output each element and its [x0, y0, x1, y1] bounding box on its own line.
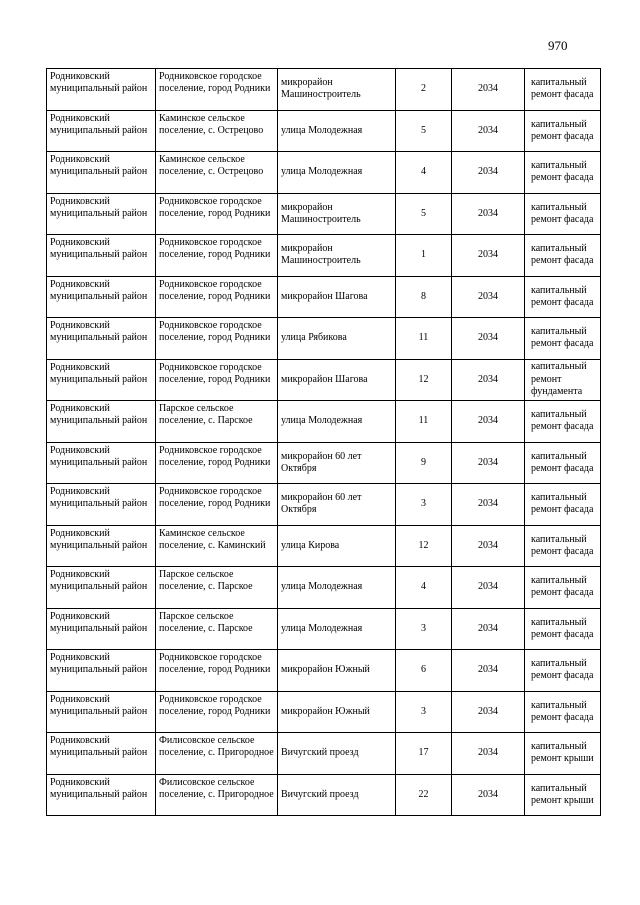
cell-work: капитальный ремонт фасада	[525, 525, 601, 567]
cell-district: Родниковский муниципальный район	[47, 401, 156, 443]
cell-settlement: Родниковское городское поселение, город Родники	[156, 359, 278, 401]
cell-work: капитальный ремонт фасада	[525, 235, 601, 277]
cell-house: 4	[396, 152, 452, 194]
table-row	[47, 110, 601, 152]
cell-street: микрорайон Шагова	[278, 359, 396, 401]
cell-settlement: Парское сельское поселение, с. Парское	[156, 401, 278, 443]
cell-work: капитальный ремонт фасада	[525, 318, 601, 360]
table-row	[47, 691, 601, 733]
cell-house: 11	[396, 318, 452, 360]
cell-work: капитальный ремонт крыши	[525, 774, 601, 816]
cell-settlement: Родниковское городское поселение, город Родники	[156, 193, 278, 235]
cell-house: 9	[396, 442, 452, 484]
cell-street: микрорайон Машиностроитель	[278, 235, 396, 277]
repair-registry-table	[46, 68, 601, 816]
table-row	[47, 442, 601, 484]
cell-district: Родниковский муниципальный район	[47, 567, 156, 609]
table-row	[47, 193, 601, 235]
cell-district: Родниковский муниципальный район	[47, 608, 156, 650]
cell-district: Родниковский муниципальный район	[47, 650, 156, 692]
cell-work: капитальный ремонт фасада	[525, 567, 601, 609]
table-row	[47, 359, 601, 401]
cell-district: Родниковский муниципальный район	[47, 235, 156, 277]
cell-year: 2034	[452, 193, 525, 235]
cell-district: Родниковский муниципальный район	[47, 733, 156, 775]
cell-settlement: Родниковское городское поселение, город Родники	[156, 318, 278, 360]
table-row	[47, 525, 601, 567]
cell-settlement: Родниковское городское поселение, город Родники	[156, 442, 278, 484]
cell-settlement: Каминское сельское поселение, с. Острецово	[156, 110, 278, 152]
cell-street: улица Молодежная	[278, 110, 396, 152]
cell-house: 6	[396, 650, 452, 692]
cell-work: капитальный ремонт фасада	[525, 650, 601, 692]
cell-street: улица Молодежная	[278, 401, 396, 443]
cell-house: 2	[396, 69, 452, 111]
cell-year: 2034	[452, 152, 525, 194]
cell-year: 2034	[452, 733, 525, 775]
table-row	[47, 152, 601, 194]
cell-district: Родниковский муниципальный район	[47, 110, 156, 152]
cell-street: микрорайон Шагова	[278, 276, 396, 318]
cell-work: капитальный ремонт фасада	[525, 442, 601, 484]
cell-settlement: Родниковское городское поселение, город Родники	[156, 650, 278, 692]
cell-street: микрорайон Машиностроитель	[278, 69, 396, 111]
cell-street: Вичугский проезд	[278, 774, 396, 816]
table-row	[47, 733, 601, 775]
cell-district: Родниковский муниципальный район	[47, 525, 156, 567]
cell-year: 2034	[452, 235, 525, 277]
table-body	[47, 69, 601, 816]
table-row	[47, 318, 601, 360]
cell-settlement: Каминское сельское поселение, с. Острецово	[156, 152, 278, 194]
cell-house: 3	[396, 484, 452, 526]
cell-house: 3	[396, 608, 452, 650]
cell-house: 3	[396, 691, 452, 733]
cell-year: 2034	[452, 359, 525, 401]
cell-street: улица Молодежная	[278, 567, 396, 609]
cell-year: 2034	[452, 567, 525, 609]
cell-district: Родниковский муниципальный район	[47, 484, 156, 526]
cell-street: улица Рябикова	[278, 318, 396, 360]
table-row	[47, 276, 601, 318]
cell-street: микрорайон Южный	[278, 650, 396, 692]
cell-street: микрорайон 60 лет Октября	[278, 442, 396, 484]
cell-house: 22	[396, 774, 452, 816]
table-row	[47, 401, 601, 443]
cell-year: 2034	[452, 650, 525, 692]
cell-year: 2034	[452, 110, 525, 152]
cell-settlement: Родниковское городское поселение, город Родники	[156, 276, 278, 318]
cell-work: капитальный ремонт фасада	[525, 69, 601, 111]
cell-district: Родниковский муниципальный район	[47, 152, 156, 194]
table-row	[47, 774, 601, 816]
cell-work: капитальный ремонт фундамента	[525, 359, 601, 401]
cell-work: капитальный ремонт фасада	[525, 276, 601, 318]
cell-street: улица Молодежная	[278, 152, 396, 194]
cell-house: 4	[396, 567, 452, 609]
table-row	[47, 567, 601, 609]
cell-year: 2034	[452, 608, 525, 650]
cell-settlement: Родниковское городское поселение, город Родники	[156, 69, 278, 111]
cell-street: Вичугский проезд	[278, 733, 396, 775]
cell-work: капитальный ремонт фасада	[525, 193, 601, 235]
cell-settlement: Каминское сельское поселение, с. Каминский	[156, 525, 278, 567]
cell-district: Родниковский муниципальный район	[47, 69, 156, 111]
cell-year: 2034	[452, 318, 525, 360]
cell-year: 2034	[452, 774, 525, 816]
cell-work: капитальный ремонт фасада	[525, 152, 601, 194]
cell-house: 17	[396, 733, 452, 775]
cell-district: Родниковский муниципальный район	[47, 691, 156, 733]
cell-street: микрорайон 60 лет Октября	[278, 484, 396, 526]
cell-street: микрорайон Южный	[278, 691, 396, 733]
cell-year: 2034	[452, 691, 525, 733]
cell-street: улица Молодежная	[278, 608, 396, 650]
cell-settlement: Родниковское городское поселение, город Родники	[156, 691, 278, 733]
cell-work: капитальный ремонт фасада	[525, 484, 601, 526]
cell-settlement: Родниковское городское поселение, город Родники	[156, 235, 278, 277]
cell-year: 2034	[452, 442, 525, 484]
cell-year: 2034	[452, 401, 525, 443]
cell-house: 8	[396, 276, 452, 318]
cell-settlement: Парское сельское поселение, с. Парское	[156, 567, 278, 609]
cell-house: 12	[396, 359, 452, 401]
cell-house: 12	[396, 525, 452, 567]
cell-work: капитальный ремонт крыши	[525, 733, 601, 775]
cell-work: капитальный ремонт фасада	[525, 401, 601, 443]
cell-district: Родниковский муниципальный район	[47, 276, 156, 318]
cell-district: Родниковский муниципальный район	[47, 193, 156, 235]
cell-district: Родниковский муниципальный район	[47, 442, 156, 484]
cell-street: микрорайон Машиностроитель	[278, 193, 396, 235]
cell-settlement: Филисовское сельское поселение, с. Пригородное	[156, 774, 278, 816]
page-number: 970	[548, 38, 568, 53]
table-row	[47, 608, 601, 650]
table-row	[47, 69, 601, 111]
table-row	[47, 650, 601, 692]
cell-district: Родниковский муниципальный район	[47, 359, 156, 401]
cell-district: Родниковский муниципальный район	[47, 774, 156, 816]
cell-year: 2034	[452, 525, 525, 567]
cell-settlement: Родниковское городское поселение, город Родники	[156, 484, 278, 526]
cell-house: 5	[396, 110, 452, 152]
cell-year: 2034	[452, 69, 525, 111]
cell-settlement: Парское сельское поселение, с. Парское	[156, 608, 278, 650]
table-row	[47, 235, 601, 277]
cell-street: улица Кирова	[278, 525, 396, 567]
cell-house: 11	[396, 401, 452, 443]
cell-year: 2034	[452, 276, 525, 318]
cell-settlement: Филисовское сельское поселение, с. Пригородное	[156, 733, 278, 775]
cell-work: капитальный ремонт фасада	[525, 110, 601, 152]
cell-house: 1	[396, 235, 452, 277]
cell-year: 2034	[452, 484, 525, 526]
cell-work: капитальный ремонт фасада	[525, 608, 601, 650]
cell-district: Родниковский муниципальный район	[47, 318, 156, 360]
table-row	[47, 484, 601, 526]
cell-house: 5	[396, 193, 452, 235]
cell-work: капитальный ремонт фасада	[525, 691, 601, 733]
